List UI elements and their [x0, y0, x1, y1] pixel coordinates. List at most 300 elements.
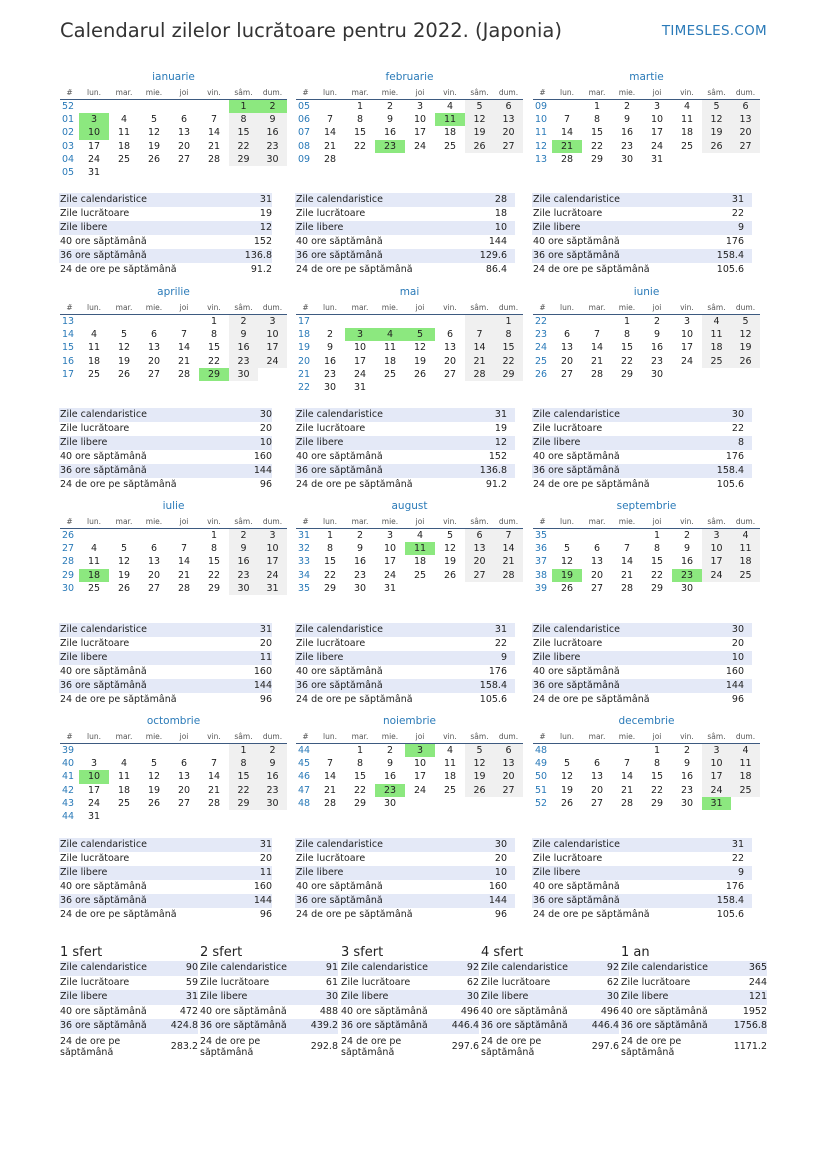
- weekday-header: joi: [169, 300, 199, 315]
- weekday-header: joi: [169, 729, 199, 744]
- stat-row: [532, 679, 752, 693]
- week-number: 35: [535, 530, 548, 542]
- weekday-header: mie.: [139, 514, 169, 529]
- summary-label: Zile libere: [481, 991, 529, 1002]
- day-cell: 26: [702, 140, 731, 153]
- stat-row: [295, 478, 515, 492]
- empty-day-cell: [229, 810, 258, 823]
- empty-day-cell: [109, 744, 139, 758]
- weekday-header: joi: [405, 729, 435, 744]
- weekday-header: vin.: [672, 514, 702, 529]
- week-number: 01: [62, 114, 75, 126]
- day-cell: 8: [210, 329, 218, 341]
- empty-day-cell: [405, 797, 435, 810]
- day-cell: 7: [210, 758, 218, 770]
- week-number: 28: [62, 556, 75, 568]
- day-cell: 18: [117, 784, 131, 796]
- summary-row: [200, 961, 338, 976]
- stat-label: 24 de ore pe săptămână: [296, 479, 413, 490]
- day-cell: 21: [177, 569, 191, 581]
- day-cell: 21: [465, 355, 494, 368]
- month-decembrie: [533, 714, 760, 810]
- day-cell: 6: [593, 758, 601, 770]
- stat-label: 40 ore săptămână: [60, 666, 147, 677]
- stat-value: 20: [731, 638, 744, 649]
- stat-value: 20: [494, 853, 507, 864]
- stat-value: 96: [731, 694, 744, 705]
- day-cell: 25: [731, 784, 760, 797]
- weekday-header: sâm.: [229, 300, 258, 315]
- empty-day-cell: [582, 529, 612, 543]
- day-cell: 18: [443, 127, 457, 139]
- empty-day-cell: [139, 744, 169, 758]
- day-cell: 4: [702, 315, 731, 329]
- summary-label: 24 de ore pe săptămână: [60, 1035, 121, 1058]
- day-cell: 31: [353, 382, 367, 394]
- holiday-day-cell: 11: [405, 542, 435, 555]
- holiday-day-cell: 23: [375, 784, 405, 797]
- summary-value: 365: [748, 962, 767, 973]
- stat-label: Zile libere: [60, 867, 108, 878]
- day-cell: 24: [87, 153, 101, 165]
- day-cell: 17: [702, 555, 731, 568]
- week-number-header: #: [533, 85, 552, 100]
- summary-title: 1 an: [621, 945, 650, 960]
- day-cell: 14: [494, 542, 523, 555]
- stat-row: [532, 880, 752, 894]
- summary-label: Zile lucrătoare: [621, 976, 691, 988]
- empty-day-cell: [435, 153, 465, 166]
- month-title: februarie: [385, 71, 434, 83]
- month-stats: [59, 838, 272, 922]
- day-cell: 30: [258, 153, 287, 166]
- weekday-header: sâm.: [229, 85, 258, 100]
- month-title: iunie: [633, 286, 660, 298]
- empty-day-cell: [375, 381, 405, 394]
- stat-value: 105.6: [716, 909, 744, 920]
- stat-label: Zile libere: [533, 222, 581, 233]
- day-cell: 25: [443, 140, 457, 152]
- stat-row: [532, 623, 752, 637]
- day-cell: 24: [680, 355, 694, 367]
- month-table: [296, 729, 523, 810]
- stat-value: 9: [737, 222, 744, 233]
- day-cell: 26: [731, 355, 760, 368]
- day-cell: 12: [443, 543, 457, 555]
- day-cell: 15: [229, 126, 258, 139]
- summary-value: 59: [185, 976, 198, 988]
- day-cell: 27: [177, 153, 191, 165]
- stat-label: 40 ore săptămână: [296, 236, 383, 247]
- week-number: 39: [535, 582, 548, 594]
- day-cell: 17: [650, 127, 664, 139]
- empty-day-cell: [494, 153, 523, 166]
- weekday-header: mar.: [345, 300, 375, 315]
- empty-day-cell: [731, 797, 760, 810]
- week-number: 52: [535, 797, 548, 809]
- stat-value: 30: [731, 624, 744, 635]
- day-cell: 16: [383, 127, 397, 139]
- day-cell: 1: [653, 745, 661, 757]
- day-cell: 17: [258, 341, 287, 354]
- day-cell: 9: [653, 329, 661, 341]
- holiday-day-cell: 23: [375, 140, 405, 153]
- day-cell: 1: [210, 530, 218, 542]
- stat-value: 30: [731, 409, 744, 420]
- empty-day-cell: [375, 315, 405, 329]
- day-cell: 1: [210, 316, 218, 328]
- empty-day-cell: [139, 315, 169, 329]
- day-cell: 14: [560, 127, 574, 139]
- stat-row: [59, 408, 272, 422]
- week-number-header: #: [60, 514, 79, 529]
- stat-label: Zile calendaristice: [60, 409, 147, 420]
- month-stats: [532, 193, 752, 277]
- day-cell: 29: [590, 153, 604, 165]
- week-row: [533, 797, 760, 810]
- day-cell: 7: [180, 543, 188, 555]
- day-cell: 17: [353, 355, 367, 367]
- stat-value: 12: [259, 222, 272, 233]
- week-row: [533, 140, 760, 153]
- day-cell: 21: [207, 784, 221, 796]
- day-cell: 27: [177, 797, 191, 809]
- week-row: [533, 355, 760, 368]
- stat-value: 9: [737, 867, 744, 878]
- day-cell: 12: [560, 556, 574, 568]
- day-cell: 12: [117, 342, 131, 354]
- day-cell: 5: [150, 758, 158, 770]
- stat-label: 36 ore săptămână: [60, 250, 147, 261]
- stat-value: 105.6: [716, 264, 744, 275]
- day-cell: 28: [207, 797, 221, 809]
- day-cell: 15: [323, 556, 337, 568]
- weekday-header: mar.: [345, 514, 375, 529]
- weekday-header: dum.: [258, 729, 287, 744]
- week-row: [533, 100, 760, 114]
- weekday-header: mar.: [109, 85, 139, 100]
- day-cell: 19: [731, 341, 760, 354]
- stat-label: 24 de ore pe săptămână: [296, 694, 413, 705]
- summary-quarter-2: [200, 944, 338, 1060]
- day-cell: 13: [177, 771, 191, 783]
- day-cell: 5: [563, 758, 571, 770]
- empty-day-cell: [494, 797, 523, 810]
- summary-value: 446.4: [451, 1020, 479, 1031]
- day-cell: 10: [650, 114, 664, 126]
- empty-day-cell: [229, 166, 258, 179]
- day-cell: 2: [683, 745, 691, 757]
- stat-label: 36 ore săptămână: [296, 680, 383, 691]
- week-row: [60, 341, 287, 354]
- summary-label: 36 ore săptămână: [341, 1020, 428, 1031]
- weekday-header: mie.: [375, 514, 405, 529]
- day-cell: 5: [563, 543, 571, 555]
- day-cell: 21: [590, 355, 604, 367]
- day-cell: 5: [120, 543, 128, 555]
- week-row: [533, 126, 760, 139]
- summary-row: [60, 961, 198, 976]
- summary-row: [60, 1034, 198, 1060]
- day-cell: 20: [177, 784, 191, 796]
- day-cell: 4: [446, 745, 454, 757]
- day-cell: 20: [494, 770, 523, 783]
- week-number: 48: [298, 797, 311, 809]
- day-cell: 26: [117, 582, 131, 594]
- day-cell: 9: [386, 114, 394, 126]
- stat-label: Zile calendaristice: [60, 624, 147, 635]
- month-stats: [59, 193, 272, 277]
- stat-value: 10: [494, 222, 507, 233]
- stat-row: [59, 880, 272, 894]
- stat-value: 10: [731, 652, 744, 663]
- day-cell: 8: [653, 758, 661, 770]
- day-cell: 22: [229, 140, 258, 153]
- empty-day-cell: [315, 744, 345, 758]
- week-number: 51: [535, 784, 548, 796]
- summary-title: 1 sfert: [60, 945, 103, 960]
- day-cell: 10: [413, 758, 427, 770]
- day-cell: 17: [87, 784, 101, 796]
- stat-row: [295, 665, 515, 679]
- stat-row: [295, 193, 515, 207]
- empty-day-cell: [405, 582, 435, 595]
- stat-value: 152: [253, 236, 272, 247]
- day-cell: 20: [590, 569, 604, 581]
- empty-day-cell: [169, 744, 199, 758]
- day-cell: 28: [323, 797, 337, 809]
- week-number: 10: [535, 114, 548, 126]
- summary-label: Zile libere: [200, 991, 248, 1002]
- stat-label: Zile calendaristice: [296, 839, 383, 850]
- day-cell: 15: [353, 771, 367, 783]
- empty-day-cell: [169, 166, 199, 179]
- day-cell: 15: [207, 342, 221, 354]
- month-februarie: [296, 70, 523, 166]
- day-cell: 21: [620, 784, 634, 796]
- week-number: 15: [62, 342, 75, 354]
- week-row: [60, 529, 287, 543]
- day-cell: 16: [620, 127, 634, 139]
- day-cell: 2: [623, 101, 631, 113]
- summary-row: [341, 1019, 479, 1034]
- day-cell: 19: [147, 784, 161, 796]
- day-cell: 23: [258, 140, 287, 153]
- week-row: [296, 100, 523, 114]
- stat-value: 158.4: [479, 680, 507, 691]
- day-cell: 9: [258, 757, 287, 770]
- empty-day-cell: [731, 582, 760, 595]
- weekday-header: mie.: [375, 729, 405, 744]
- day-cell: 6: [494, 744, 523, 758]
- day-cell: 15: [207, 556, 221, 568]
- holiday-day-cell: 19: [552, 569, 582, 582]
- empty-day-cell: [465, 315, 494, 329]
- summary-label: 24 de ore pe săptămână: [341, 1035, 402, 1058]
- empty-day-cell: [258, 368, 287, 381]
- week-row: [533, 555, 760, 568]
- day-cell: 27: [465, 569, 494, 582]
- summary-value: 92: [466, 962, 479, 973]
- day-cell: 28: [620, 797, 634, 809]
- week-number: 40: [62, 758, 75, 770]
- stat-value: 19: [259, 208, 272, 219]
- day-cell: 7: [563, 114, 571, 126]
- stat-label: Zile libere: [533, 867, 581, 878]
- stat-row: [532, 436, 752, 450]
- weekday-header: vin.: [672, 300, 702, 315]
- day-cell: 13: [147, 342, 161, 354]
- day-cell: 4: [683, 101, 691, 113]
- weekday-header: mie.: [612, 300, 642, 315]
- empty-day-cell: [79, 744, 109, 758]
- day-cell: 8: [229, 113, 258, 126]
- stat-value: 144: [725, 680, 744, 691]
- stat-row: [532, 249, 752, 263]
- weekday-header: dum.: [258, 514, 287, 529]
- stat-row: [295, 623, 515, 637]
- stat-value: 20: [259, 423, 272, 434]
- stat-label: Zile libere: [296, 652, 344, 663]
- day-cell: 19: [702, 126, 731, 139]
- day-cell: 3: [653, 101, 661, 113]
- month-title: iulie: [162, 500, 185, 512]
- day-cell: 14: [620, 771, 634, 783]
- stat-value: 96: [259, 479, 272, 490]
- holiday-day-cell: 3: [79, 113, 109, 126]
- day-cell: 16: [229, 555, 258, 568]
- empty-day-cell: [702, 368, 731, 381]
- month-august: [296, 499, 523, 595]
- day-cell: 25: [702, 355, 731, 368]
- month-title: martie: [629, 71, 664, 83]
- day-cell: 19: [465, 770, 494, 783]
- stat-label: 40 ore săptămână: [60, 881, 147, 892]
- brand-link[interactable]: TIMESLES.COM: [661, 23, 767, 39]
- day-cell: 27: [731, 140, 760, 153]
- day-cell: 27: [147, 582, 161, 594]
- stat-label: Zile lucrătoare: [60, 638, 130, 649]
- day-cell: 8: [326, 543, 334, 555]
- summary-label: Zile calendaristice: [341, 962, 428, 973]
- week-number: 02: [62, 127, 75, 139]
- weekday-header: sâm.: [465, 729, 494, 744]
- day-cell: 17: [87, 140, 101, 152]
- stat-label: Zile lucrătoare: [533, 208, 603, 219]
- day-cell: 27: [590, 582, 604, 594]
- stat-row: [59, 235, 272, 249]
- week-row: [60, 113, 287, 126]
- stat-value: 31: [731, 194, 744, 205]
- weekday-header: sâm.: [702, 514, 731, 529]
- stat-row: [59, 436, 272, 450]
- summary-row: [341, 1005, 479, 1020]
- summary-row: [621, 990, 767, 1005]
- summary-row: [341, 976, 479, 991]
- day-cell: 28: [465, 368, 494, 381]
- summary-value: 472: [179, 1005, 198, 1017]
- week-number: 18: [298, 329, 311, 341]
- day-cell: 2: [356, 530, 364, 542]
- empty-day-cell: [405, 153, 435, 166]
- day-cell: 14: [465, 341, 494, 354]
- day-cell: 20: [147, 569, 161, 581]
- week-row: [60, 757, 287, 770]
- week-row: [60, 153, 287, 166]
- day-cell: 4: [446, 101, 454, 113]
- summary-row: [60, 1005, 198, 1020]
- month-table: [60, 729, 287, 823]
- day-cell: 1: [623, 316, 631, 328]
- summary-value: 30: [606, 991, 619, 1002]
- stat-label: 24 de ore pe săptămână: [60, 909, 177, 920]
- summary-value: 1756.8: [733, 1020, 767, 1031]
- day-cell: 16: [258, 770, 287, 783]
- stat-row: [295, 235, 515, 249]
- day-cell: 13: [147, 556, 161, 568]
- week-row: [533, 569, 760, 582]
- day-cell: 26: [443, 569, 457, 581]
- stat-value: 144: [253, 895, 272, 906]
- week-row: [296, 542, 523, 555]
- weekday-header: lun.: [552, 514, 582, 529]
- month-stats: [295, 408, 515, 492]
- day-cell: 25: [443, 784, 457, 796]
- stat-value: 129.6: [479, 250, 507, 261]
- day-cell: 18: [731, 770, 760, 783]
- summary-value: 297.6: [451, 1041, 479, 1052]
- day-cell: 20: [560, 355, 574, 367]
- week-number: 20: [298, 355, 311, 367]
- day-cell: 6: [180, 114, 188, 126]
- summary-label: Zile calendaristice: [621, 962, 708, 973]
- holiday-day-cell: 11: [435, 113, 465, 126]
- day-cell: 3: [386, 530, 394, 542]
- week-number: 45: [298, 758, 311, 770]
- day-cell: 7: [623, 543, 631, 555]
- day-cell: 24: [383, 569, 397, 581]
- day-cell: 5: [731, 315, 760, 329]
- summary-row: [621, 1034, 767, 1060]
- summary-value: 61: [325, 976, 338, 988]
- stat-row: [59, 623, 272, 637]
- day-cell: 15: [353, 127, 367, 139]
- empty-day-cell: [109, 166, 139, 179]
- day-cell: 2: [258, 744, 287, 758]
- week-row: [60, 126, 287, 139]
- summary-row: [341, 1034, 479, 1060]
- week-row: [296, 555, 523, 568]
- stat-label: Zile lucrătoare: [296, 423, 366, 434]
- week-number: 26: [535, 368, 548, 380]
- month-noiembrie: [296, 714, 523, 810]
- day-cell: 13: [590, 556, 604, 568]
- holiday-day-cell: 23: [672, 569, 702, 582]
- month-table: [60, 300, 287, 381]
- stat-label: Zile calendaristice: [533, 194, 620, 205]
- day-cell: 11: [383, 342, 397, 354]
- day-cell: 13: [443, 342, 457, 354]
- weekday-header: mie.: [612, 514, 642, 529]
- day-cell: 12: [465, 757, 494, 770]
- day-cell: 7: [210, 114, 218, 126]
- week-row: [533, 582, 760, 595]
- day-cell: 19: [443, 556, 457, 568]
- empty-day-cell: [199, 100, 229, 114]
- week-number: 30: [62, 582, 75, 594]
- stat-label: 36 ore săptămână: [533, 680, 620, 691]
- weekday-header: lun.: [552, 85, 582, 100]
